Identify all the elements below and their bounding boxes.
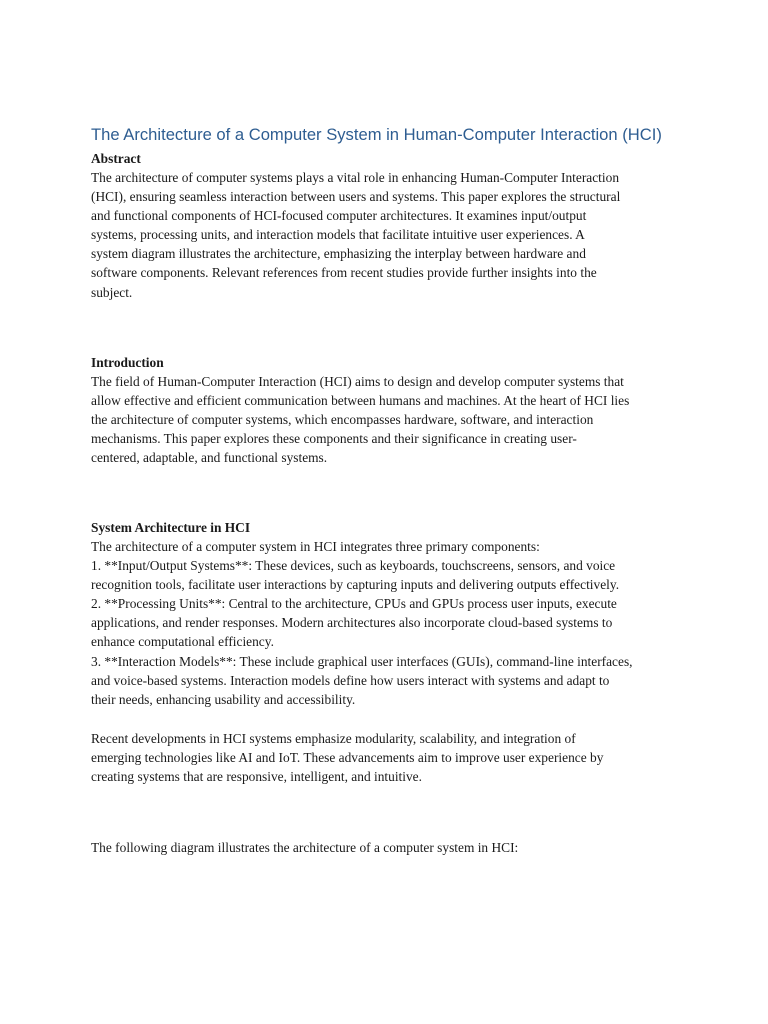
abstract-line: and functional components of HCI-focused computer architectures. It examines input/output: [91, 208, 587, 224]
system-architecture-line: recognition tools, facilitate user interactions by capturing inputs and delivering outputs effectively.: [91, 577, 620, 593]
recent-developments-paragraph: [91, 729, 681, 786]
abstract-heading: Abstract: [91, 151, 141, 166]
abstract-line: system diagram illustrates the architecture, emphasizing the interplay between hardware and: [91, 246, 586, 262]
system-architecture-heading: System Architecture in HCI: [91, 520, 251, 535]
system-architecture-paragraph: [91, 537, 681, 709]
system-architecture-line: their needs, enhancing usability and accessibility.: [91, 691, 356, 707]
introduction-paragraph: [91, 372, 681, 467]
system-architecture-line: 2. **Processing Units**: Central to the architecture, CPUs and GPUs process user inputs, execute: [91, 596, 617, 612]
abstract-line: software components. Relevant references from recent studies provide further insights into the: [91, 265, 597, 281]
diagram-intro-paragraph: [91, 838, 681, 857]
recent-developments-line: Recent developments in HCI systems emphasize modularity, scalability, and integration of: [91, 731, 576, 746]
system-architecture-line: 1. **Input/Output Systems**: These devices, such as keyboards, touchscreens, sensors, and voice: [91, 558, 616, 574]
introduction-line: the architecture of computer systems, which encompasses hardware, software, and interaction: [91, 412, 594, 428]
system-architecture-line: applications, and render responses. Modern architectures also incorporate cloud-based systems to: [91, 615, 613, 631]
system-architecture-line: The architecture of a computer system in HCI integrates three primary components:: [91, 539, 540, 554]
introduction-line: mechanisms. This paper explores these components and their significance in creating user-: [91, 431, 577, 447]
introduction-heading: Introduction: [91, 355, 164, 370]
system-architecture-line: enhance computational efficiency.: [91, 634, 274, 650]
abstract-line: (HCI), ensuring seamless interaction between users and systems. This paper explores the structural: [91, 189, 621, 205]
introduction-line: centered, adaptable, and functional systems.: [91, 450, 328, 466]
abstract-line: systems, processing units, and interaction models that facilitate intuitive user experiences. A: [91, 227, 585, 243]
system-architecture-line: 3. **Interaction Models**: These include graphical user interfaces (GUIs), command-line interfaces,: [91, 653, 633, 669]
document-title: The Architecture of a Computer System in Human-Computer Interaction (HCI): [91, 125, 662, 144]
introduction-line: allow effective and efficient communication between humans and machines. At the heart of HCI lies: [91, 393, 630, 409]
abstract-line: The architecture of computer systems plays a vital role in enhancing Human-Computer Interaction: [91, 170, 620, 185]
recent-developments-line: creating systems that are responsive, intelligent, and intuitive.: [91, 769, 422, 785]
recent-developments-line: emerging technologies like AI and IoT. These advancements aim to improve user experience by: [91, 750, 604, 766]
abstract-paragraph: [91, 168, 681, 302]
abstract-line: subject.: [91, 284, 133, 300]
system-architecture-line: and voice-based systems. Interaction models define how users interact with systems and adapt to: [91, 672, 610, 688]
introduction-line: The field of Human-Computer Interaction (HCI) aims to design and develop computer systems that: [91, 374, 624, 389]
diagram-intro-line: The following diagram illustrates the architecture of a computer system in HCI:: [91, 840, 519, 855]
